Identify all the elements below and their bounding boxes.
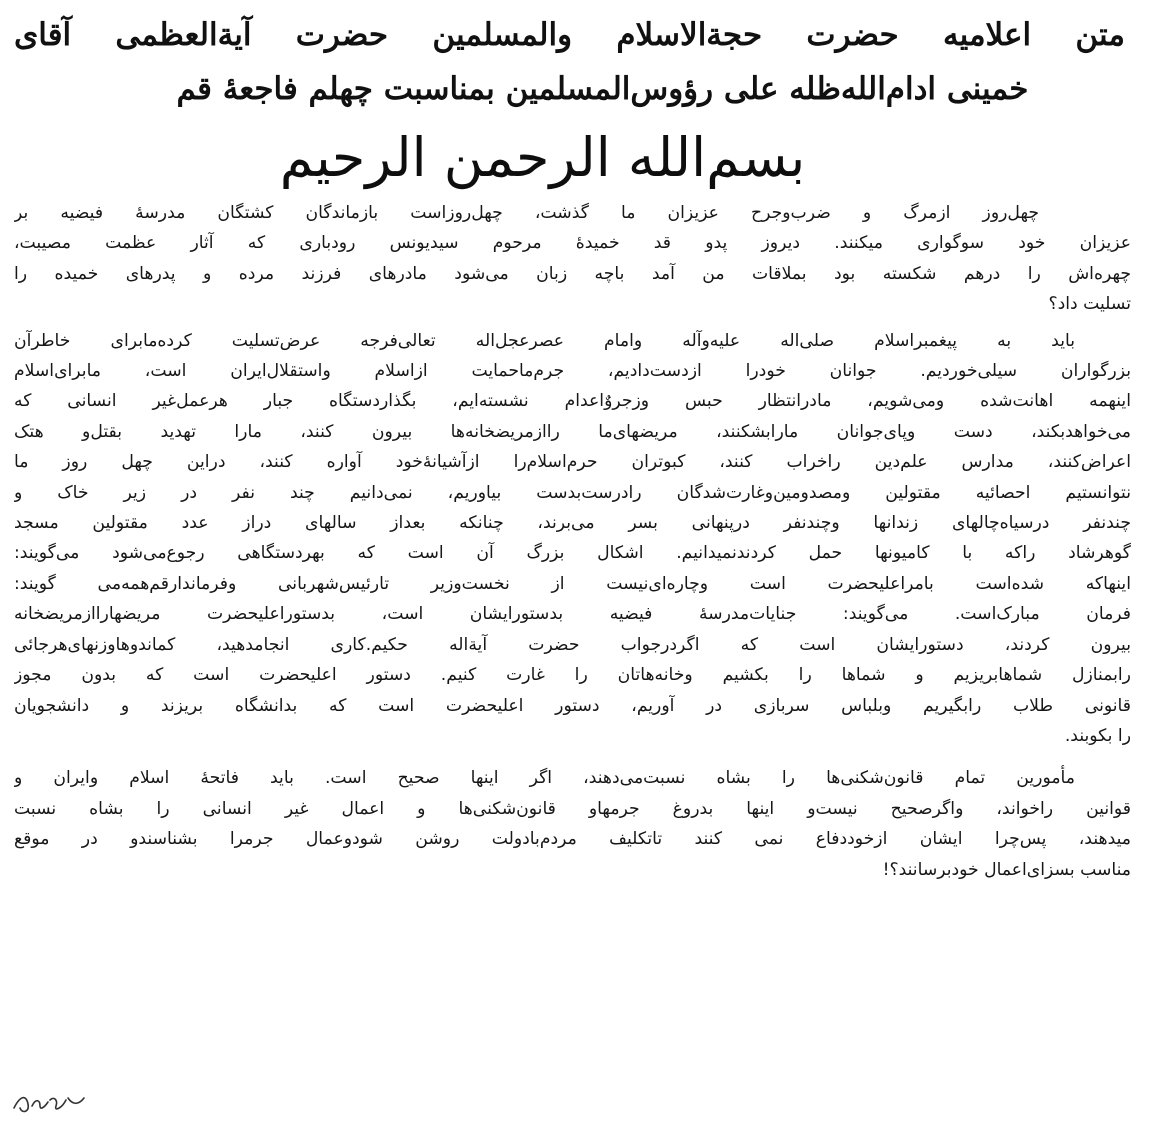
- paragraph-line: مأمورین تمام قانون‌شکنی‌ها را بشاه نسبت‌می‌دهند، اگر اینها صحیح است. باید فاتحهٔ اسلام وایران و: [14, 768, 1075, 789]
- paragraph-line: بزرگواران سیلی‌خوردیم. جوانان خودرا ازدست‌دادیم، جرم‌ماحمایت ازاسلام واستقلال‌ایران است، مابرای‌اسلام: [14, 361, 1131, 382]
- heading-line-2: خمینی ادام‌الله‌ظله علی رؤوس‌المسلمین بمناسبت چهلم فاجعهٔ قم: [176, 71, 1029, 107]
- paragraph-line: مناسب بسزای‌اعمال خودبرسانند؟!: [882, 859, 1131, 880]
- basmala: بسم‌الله الرحمن الرحیم: [279, 126, 806, 189]
- paragraph-line: قانونی طلاب رابگیریم وبلباس سربازی در آوریم، دستور اعلیحضرت است که بدانشگاه بریزند و دانشجویان: [14, 695, 1131, 716]
- paragraph-line: اعراض‌کنند، مدارس علم‌دین راخراب کنند، کبوتران حرم‌اسلام‌را ازآشیانهٔ‌خود آواره کنند، دراین چهل روز ما: [14, 452, 1131, 473]
- paragraph-line: میدهند، پس‌چرا ایشان ازخوددفاع نمی کنند تاتکلیف مردم‌بادولت روشن شودوعمال جرمرا بشناسندو در موقع: [14, 829, 1131, 850]
- paragraph-line: باید به پیغمبراسلام صلی‌اله علیه‌وآله وامام عصرعجل‌اله تعالی‌فرجه عرض‌تسلیت کرده‌مابرای خاطرآن: [14, 330, 1075, 351]
- heading-line-1: متن اعلامیه حضرت حجةالاسلام والمسلمین حضرت آیةالعظمی آقای: [14, 17, 1125, 53]
- paragraph-line: گوهرشاد راکه با کامیونها حمل کردند‌نمیدانیم. اشکال بزرگ آن است که بهردستگاهی رجوع‌می‌شود می‌گویند:: [14, 543, 1131, 564]
- paragraph-line: نتوانستیم احصائیه مقتولین ومصدومین‌وغارت‌شدگان رادرست‌بدست بیاوریم، نمی‌دانیم چند نفر در زیر خاک و: [14, 482, 1131, 503]
- paragraph-line: رابمنازل شماهابریزیم و شماها را بکشیم وخانه‌هاتان را غارت کنیم. دستور اعلیحضرت است که بدون مجوز: [14, 665, 1131, 686]
- paragraph-line: تسلیت داد؟: [1048, 294, 1131, 315]
- paragraph-2: [14, 326, 1131, 752]
- paragraph-1: [14, 198, 1131, 320]
- paragraph-line: فرمان مبارک‌است. می‌گویند: جنایات‌مدرسهٔ فیضیه بدستورایشان است، بدستوراعلیحضرت مریضهاراازمریضخانه: [14, 604, 1131, 625]
- paragraph-line: بیرون کردند، دستورایشان است که اگردرجواب حضرت آیةاله حکیم.کاری انجامدهید، کماندوهاوزنهای‌هرجائی: [14, 634, 1131, 655]
- paragraph-line: چهره‌اش را درهم شکسته بود بملاقات من آمد باچه زبان می‌شود مادرهای فرزند مرده و پدرهای خمیده را: [14, 263, 1131, 284]
- paragraph-line: قوانین راخواند، واگرصحیح نیست‌و اینها بدروغ جرمهاو قانون‌شکنی‌ها و اعمال غیر انسانی را بشاه نسبت: [14, 798, 1131, 819]
- paragraph-line: چهل‌روز ازمرگ و ضرب‌وجرح عزیزان ما گذشت، چهل‌روزاست بازماندگان کشتگان مدرسهٔ فیضیه بر: [14, 203, 1039, 223]
- paragraph-line: چندنفر درسیاه‌چالهای زندانها وچندنفر درپنهانی بسر می‌برند، چنانکه بعداز سالهای دراز عدد مقتولین مسجد: [14, 513, 1131, 534]
- paragraph-spacer: [14, 751, 1131, 763]
- handwritten-signature: [10, 1078, 90, 1122]
- paragraph-3: [14, 763, 1131, 885]
- paragraph-line: عزیزان خود سوگواری میکنند. دیروز پدو قد خمیدهٔ مرحوم سیدیونس رودباری که آثار عظمت مصیبت،: [14, 233, 1131, 254]
- paragraph-line: می‌خواهدبکند، دست وپای‌جوانان مارابشکنند، مریضهای‌ما رااز‌مریضخانه‌ها بیرون کنند، مارا تهدید بقتل‌و هتک: [14, 421, 1131, 442]
- document-heading: [14, 8, 1131, 116]
- paragraph-line: اینهمه اهانت‌شده ومی‌شویم، مادرانتظار حبس وزجروٌاعدام نشسته‌ایم، بگذاردستگاه جبار هرعمل‌غیر انسانی که: [14, 391, 1131, 412]
- paragraph-line: را بکوبند.: [1064, 725, 1131, 746]
- paragraph-line: اینهاکه شده‌است بامراعلیحضرت است وچاره‌ای‌نیست از نخست‌وزیر تارئیس‌شهربانی وفرماندارقم‌همه‌می گویند:: [14, 573, 1131, 594]
